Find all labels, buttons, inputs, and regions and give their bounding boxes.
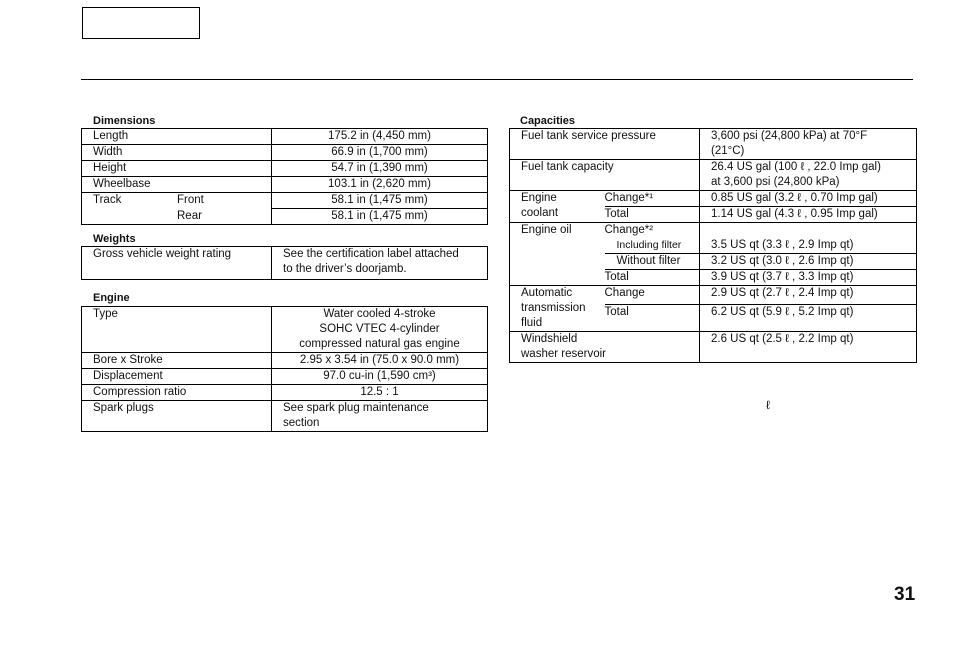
table-row bbox=[510, 160, 917, 191]
washer-value: 2.6 US qt (2.5 ℓ , 2.2 Imp qt) bbox=[700, 332, 917, 363]
coolant-label1: Engine bbox=[521, 192, 557, 204]
ftc-line1: 26.4 US gal (100 ℓ , 22.0 Imp gal) bbox=[711, 161, 881, 173]
dimensions-title: Dimensions bbox=[93, 115, 156, 127]
weights-value-line2: to the driver’s doorjamb. bbox=[283, 263, 407, 275]
dim-value: 103.1 in (2,620 mm) bbox=[272, 177, 488, 193]
oil-total-value: 3.9 US qt (3.7 ℓ , 3.3 Imp qt) bbox=[700, 270, 917, 286]
table-row bbox=[82, 161, 488, 177]
engine-type-line2: SOHC VTEC 4-cylinder bbox=[319, 323, 440, 335]
weights-label: Gross vehicle weight rating bbox=[82, 247, 272, 280]
table-row bbox=[82, 129, 488, 145]
dim-value: 175.2 in (4,450 mm) bbox=[272, 129, 488, 145]
coolant-total-value: 1.14 US gal (4.3 ℓ , 0.95 Imp gal) bbox=[700, 207, 917, 223]
engine-type-label: Type bbox=[82, 307, 272, 353]
atf-total: Total bbox=[605, 304, 700, 331]
coolant-label2: coolant bbox=[521, 207, 559, 219]
track-rear-label: Rear bbox=[177, 209, 202, 222]
dim-label: Length bbox=[82, 129, 272, 145]
engine-disp-value: 97.0 cu-in (1,590 cm³) bbox=[272, 369, 488, 385]
engine-spark-line1: See spark plug maintenance bbox=[283, 402, 429, 414]
table-row bbox=[510, 332, 917, 363]
table-row bbox=[82, 247, 488, 280]
stray-liter-symbol: ℓ bbox=[766, 398, 770, 412]
table-row bbox=[82, 307, 488, 353]
dim-label: Width bbox=[82, 145, 272, 161]
table-row bbox=[82, 177, 488, 193]
dim-label: Height bbox=[82, 161, 272, 177]
ftc-label: Fuel tank capacity bbox=[510, 160, 700, 191]
table-row bbox=[510, 129, 917, 160]
oil-without-value: 3.2 US qt (3.0 ℓ , 2.6 Imp qt) bbox=[700, 254, 917, 270]
track-front-value: 58.1 in (1,475 mm) bbox=[272, 193, 488, 209]
ftsp-line1: 3,600 psi (24,800 kPa) at 70°F bbox=[711, 130, 868, 142]
engine-bore-label: Bore x Stroke bbox=[82, 353, 272, 369]
engine-table bbox=[81, 306, 488, 432]
table-row bbox=[82, 369, 488, 385]
table-row bbox=[510, 223, 917, 239]
engine-type-line3: compressed natural gas engine bbox=[299, 338, 460, 350]
oil-total: Total bbox=[605, 270, 700, 286]
ftsp-line2: (21°C) bbox=[711, 145, 745, 157]
table-row bbox=[82, 385, 488, 401]
page-number: 31 bbox=[894, 584, 916, 605]
engine-spark-label: Spark plugs bbox=[82, 401, 272, 432]
atf-label2: transmission bbox=[521, 302, 586, 314]
weights-table bbox=[81, 246, 488, 280]
engine-spark-line2: section bbox=[283, 417, 320, 429]
atf-change: Change bbox=[605, 286, 700, 305]
track-label: Track bbox=[93, 194, 122, 206]
table-row bbox=[82, 145, 488, 161]
atf-label3: fluid bbox=[521, 317, 543, 329]
engine-title: Engine bbox=[93, 292, 130, 304]
coolant-change-value: 0.85 US gal (3.2 ℓ , 0.70 Imp gal) bbox=[700, 191, 917, 207]
coolant-total: Total bbox=[605, 207, 700, 223]
oil-including-value: 3.5 US qt (3.3 ℓ , 2.9 Imp qt) bbox=[700, 238, 917, 254]
washer-label2: washer reservoir bbox=[521, 348, 606, 360]
coolant-change: Change*¹ bbox=[605, 191, 700, 207]
table-row bbox=[82, 353, 488, 369]
header-rule bbox=[81, 79, 913, 80]
weights-title: Weights bbox=[93, 233, 136, 245]
ftc-line2: at 3,600 psi (24,800 kPa) bbox=[711, 176, 840, 188]
atf-total-value: 6.2 US qt (5.9 ℓ , 5.2 Imp qt) bbox=[700, 304, 917, 331]
track-front-label: Front bbox=[177, 194, 204, 206]
table-row bbox=[82, 209, 488, 225]
table-row bbox=[82, 401, 488, 432]
oil-without-filter: Without filter bbox=[605, 254, 700, 270]
table-row bbox=[510, 286, 917, 305]
oil-change: Change*² bbox=[605, 223, 700, 239]
header-tab-box bbox=[82, 7, 200, 39]
dim-value: 54.7 in (1,390 mm) bbox=[272, 161, 488, 177]
oil-label: Engine oil bbox=[510, 223, 605, 286]
oil-including-filter: Including filter bbox=[605, 238, 700, 254]
dim-value: 66.9 in (1,700 mm) bbox=[272, 145, 488, 161]
engine-comp-value: 12.5 : 1 bbox=[272, 385, 488, 401]
engine-type-line1: Water cooled 4-stroke bbox=[323, 308, 436, 320]
engine-disp-label: Displacement bbox=[82, 369, 272, 385]
dimensions-table bbox=[81, 128, 488, 225]
engine-comp-label: Compression ratio bbox=[82, 385, 272, 401]
ftsp-label: Fuel tank service pressure bbox=[510, 129, 700, 160]
atf-change-value: 2.9 US qt (2.7 ℓ , 2.4 Imp qt) bbox=[700, 286, 917, 305]
weights-value-line1: See the certification label attached bbox=[283, 248, 459, 260]
washer-label1: Windshield bbox=[521, 333, 578, 345]
capacities-title: Capacities bbox=[520, 115, 576, 127]
capacities-table bbox=[509, 128, 917, 363]
table-row bbox=[82, 193, 488, 209]
table-row bbox=[510, 191, 917, 207]
atf-label1: Automatic bbox=[521, 287, 573, 299]
track-rear-value: 58.1 in (1,475 mm) bbox=[272, 209, 488, 225]
dim-label: Wheelbase bbox=[82, 177, 272, 193]
engine-bore-value: 2.95 x 3.54 in (75.0 x 90.0 mm) bbox=[272, 353, 488, 369]
